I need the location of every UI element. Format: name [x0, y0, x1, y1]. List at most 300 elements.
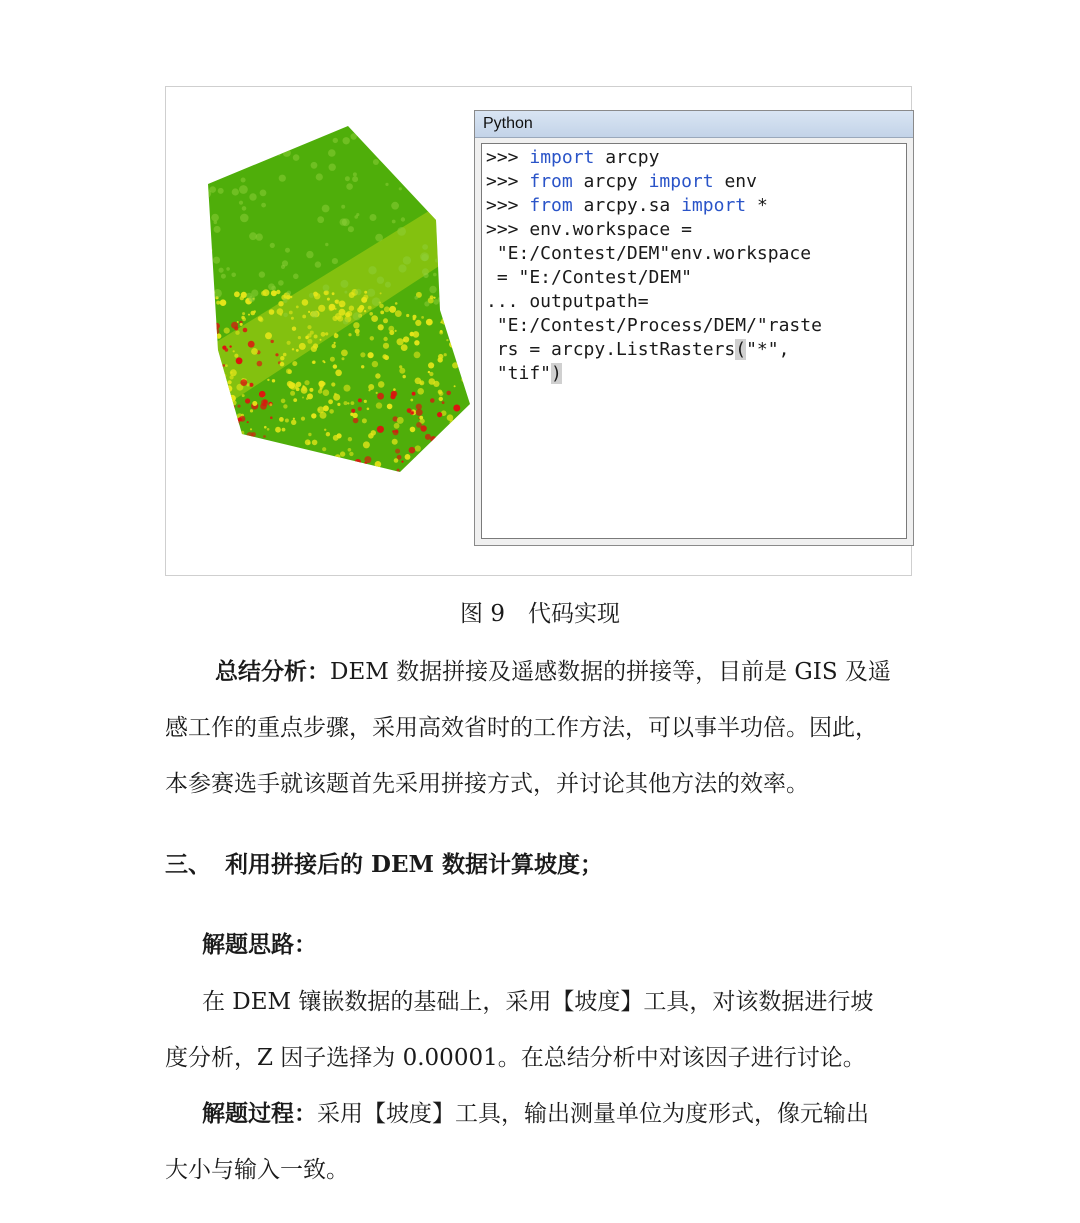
dem-speckle [466, 208, 471, 213]
dem-speckle [281, 399, 286, 404]
dem-speckle [395, 330, 397, 332]
summary-label: 总结分析： [215, 658, 330, 685]
console-line [486, 266, 902, 290]
dem-speckle [234, 291, 240, 297]
dem-speckle [307, 339, 312, 344]
dem-speckle [245, 398, 250, 403]
dem-speckle [333, 364, 337, 368]
dem-speckle [426, 319, 433, 326]
dem-speckle [458, 467, 463, 472]
dem-speckle [332, 292, 335, 295]
dem-speckle [218, 188, 224, 194]
dem-speckle [395, 430, 398, 433]
dem-speckle [351, 401, 355, 405]
dem-speckle [355, 459, 361, 465]
dem-speckle [242, 206, 247, 211]
dem-speckle [283, 353, 287, 357]
dem-speckle [228, 458, 233, 463]
dem-speckle [225, 348, 229, 352]
dem-speckle [452, 460, 458, 466]
dem-speckle [229, 345, 231, 347]
python-window-title: Python [475, 111, 913, 138]
dem-speckle [333, 138, 338, 143]
console-text: >>> [486, 147, 530, 168]
dem-speckle [259, 391, 266, 398]
dem-speckle [271, 340, 274, 343]
dem-speckle [348, 226, 354, 232]
dem-speckle [217, 147, 221, 151]
dem-speckle [293, 274, 299, 280]
dem-speckle [346, 183, 353, 190]
dem-speckle [433, 273, 437, 277]
dem-speckle [204, 246, 212, 254]
dem-speckle [231, 372, 233, 374]
summary-line-1 [165, 644, 920, 700]
dem-speckle [397, 338, 404, 345]
dem-speckle [232, 188, 239, 195]
dem-speckle [312, 440, 318, 446]
dem-speckle [453, 465, 455, 467]
dem-speckle [389, 306, 396, 313]
console-line [486, 338, 902, 362]
process-line-2: 大小与输入一致。 [165, 1157, 349, 1183]
process-line-1 [165, 1086, 920, 1142]
dem-speckle [261, 143, 267, 149]
dem-speckle [440, 435, 443, 438]
dem-speckle [249, 452, 252, 455]
dem-speckle [349, 306, 354, 311]
console-line [486, 290, 902, 314]
dem-speckle [267, 428, 270, 431]
summary-line-2: 感工作的重点步骤，采用高效省时的工作方法，可以事半功倍。因此， [165, 715, 878, 741]
dem-speckle [469, 457, 472, 460]
dem-speckle [275, 143, 282, 150]
dem-speckle [312, 361, 315, 364]
console-text: "*", [746, 339, 790, 360]
dem-speckle [348, 437, 352, 441]
dem-speckle [283, 298, 288, 303]
dem-speckle [318, 381, 324, 387]
dem-speckle [416, 404, 422, 410]
dem-speckle [243, 328, 248, 333]
console-keyword: import [529, 147, 595, 168]
dem-speckle [401, 344, 408, 351]
dem-speckle [271, 290, 277, 296]
console-line [486, 362, 902, 386]
dem-speckle [337, 433, 342, 438]
console-keyword: from [529, 171, 573, 192]
dem-speckle [241, 178, 246, 183]
dem-speckle [200, 292, 204, 298]
dem-speckle [286, 369, 291, 374]
dem-speckle [291, 317, 294, 320]
dem-speckle [376, 402, 382, 408]
console-text: >>> [486, 195, 530, 216]
dem-speckle [249, 459, 255, 465]
dem-speckle [212, 343, 215, 346]
dem-speckle [328, 399, 333, 404]
dem-speckle [328, 149, 336, 157]
dem-speckle [294, 463, 300, 469]
dem-speckle [242, 312, 245, 315]
dem-speckle [287, 291, 292, 296]
dem-speckle [214, 226, 221, 233]
dem-speckle [222, 153, 226, 157]
dem-speckle [250, 409, 253, 412]
dem-speckle [203, 387, 209, 393]
dem-speckle [210, 373, 216, 379]
dem-speckle [369, 312, 373, 316]
dem-speckle [424, 301, 429, 306]
dem-speckle [203, 324, 208, 329]
dem-speckle [445, 222, 451, 228]
dem-speckle [278, 301, 283, 306]
dem-speckle [333, 394, 340, 401]
dem-speckle [200, 396, 202, 399]
dem-speckle [397, 227, 406, 236]
dem-speckle [352, 176, 358, 182]
dem-speckle [200, 414, 203, 417]
dem-speckle [228, 380, 232, 384]
dem-speckle [272, 469, 277, 474]
dem-speckle [413, 317, 416, 320]
dem-speckle [224, 397, 228, 401]
dem-speckle [308, 311, 310, 313]
dem-speckle [462, 318, 466, 322]
dem-speckle [201, 342, 208, 349]
dem-speckle [240, 149, 245, 154]
dem-speckle [372, 361, 378, 367]
dem-speckle [243, 439, 248, 444]
dem-speckle [223, 374, 226, 377]
console-text: rs = arcpy.ListRasters [486, 339, 736, 360]
dem-speckle [223, 364, 226, 367]
dem-speckle [413, 190, 422, 199]
dem-speckle [318, 305, 325, 312]
dem-speckle [335, 370, 342, 377]
dem-speckle [226, 385, 233, 392]
dem-speckle [270, 243, 275, 248]
console-line [486, 242, 902, 266]
dem-speckle [449, 437, 451, 439]
dem-speckle [217, 404, 220, 407]
dem-speckle [224, 463, 227, 466]
dem-speckle [209, 186, 216, 193]
dem-speckle [377, 426, 384, 433]
dem-speckle [291, 420, 296, 425]
dem-speckle [315, 261, 321, 267]
dem-speckle [325, 243, 328, 246]
dem-speckle [364, 291, 367, 294]
dem-speckle [404, 151, 408, 155]
dem-speckle [237, 418, 240, 421]
dem-speckle [447, 169, 455, 177]
dem-speckle [438, 357, 443, 362]
dem-speckle [214, 450, 220, 456]
dem-speckle [332, 344, 336, 348]
dem-speckle [242, 394, 245, 397]
dem-speckle [441, 318, 448, 325]
dem-speckle [210, 349, 214, 353]
dem-speckle [248, 341, 255, 348]
dem-speckle [428, 371, 430, 373]
dem-speckle [425, 130, 430, 135]
dem-speckle [343, 137, 350, 144]
dem-speckle [302, 315, 306, 319]
dem-speckle [287, 341, 291, 345]
dem-speckle [287, 457, 290, 460]
dem-speckle [293, 418, 295, 420]
dem-speckle [375, 234, 383, 242]
dem-speckle [348, 333, 351, 336]
dem-speckle [311, 413, 316, 418]
dem-speckle [451, 448, 457, 454]
dem-speckle [465, 138, 470, 143]
dem-speckle [325, 332, 328, 335]
dem-speckle [406, 314, 409, 317]
dem-speckle [292, 361, 297, 366]
console-text: "tif" [486, 363, 552, 384]
dem-speckle [313, 454, 319, 460]
dem-speckle [302, 299, 309, 306]
console-line [486, 170, 902, 194]
dem-speckle [414, 296, 418, 300]
dem-speckle [447, 234, 455, 242]
dem-speckle [313, 343, 318, 348]
dem-speckle [364, 400, 367, 403]
dem-speckle [277, 308, 284, 315]
dem-speckle [221, 436, 225, 440]
dem-speckle [450, 428, 453, 431]
dem-speckle [439, 391, 444, 396]
dem-speckle [420, 179, 426, 185]
dem-speckle [380, 292, 382, 294]
dem-speckle [251, 432, 256, 437]
python-console[interactable] [481, 143, 907, 539]
dem-speckle [462, 168, 471, 177]
dem-speckle [375, 461, 382, 468]
dem-speckle [309, 293, 314, 298]
dem-speckle [204, 377, 210, 383]
dem-speckle [322, 447, 326, 451]
dem-speckle [261, 462, 265, 466]
dem-speckle [241, 431, 245, 435]
dem-speckle [221, 274, 226, 279]
dem-speckle [420, 382, 422, 384]
dem-speckle [223, 396, 228, 401]
dem-speckle [302, 397, 304, 399]
dem-speckle [232, 457, 238, 463]
dem-speckle [340, 218, 347, 225]
dem-speckle [398, 264, 406, 272]
dem-speckle [292, 128, 299, 135]
dem-speckle [269, 403, 272, 406]
process-paragraph [165, 1086, 920, 1198]
dem-speckle [422, 268, 429, 275]
dem-speckle [254, 467, 260, 473]
dem-speckle [462, 314, 465, 317]
dem-speckle [267, 379, 269, 381]
dem-speckle [228, 418, 235, 425]
dem-speckle [376, 392, 378, 394]
approach-line-1: 在 DEM 镶嵌数据的基础上，采用【坡度】工具，对该数据进行坡 [202, 989, 874, 1015]
dem-speckle [417, 388, 424, 395]
dem-speckle [430, 436, 436, 442]
dem-speckle [461, 469, 467, 474]
dem-speckle [368, 266, 376, 274]
dem-speckle [401, 217, 405, 221]
dem-speckle [331, 382, 335, 386]
dem-speckle [316, 173, 323, 180]
dem-speckle [397, 469, 400, 472]
dem-speckle [248, 444, 251, 447]
dem-speckle [290, 391, 295, 396]
dem-speckle [378, 381, 385, 388]
dem-speckle [207, 267, 211, 271]
console-text: arcpy [594, 147, 660, 168]
dem-speckle [323, 284, 330, 291]
dem-speckle [378, 324, 384, 330]
dem-speckle [340, 280, 348, 288]
dem-speckle [380, 311, 384, 315]
dem-speckle [349, 452, 353, 456]
dem-speckle [361, 365, 364, 368]
dem-speckle [454, 420, 459, 425]
dem-speckle [242, 317, 246, 321]
dem-speckle [399, 187, 402, 190]
dem-speckle [335, 333, 337, 335]
dem-speckle [308, 433, 311, 436]
dem-speckle [446, 391, 451, 396]
dem-speckle [235, 331, 239, 335]
python-window[interactable] [474, 110, 914, 546]
dem-speckle [307, 472, 310, 474]
dem-speckle [421, 316, 424, 319]
dem-speckle [433, 297, 435, 299]
dem-speckle [358, 398, 362, 402]
dem-speckle [318, 408, 320, 410]
dem-speckle [256, 233, 263, 240]
dem-speckle [385, 183, 388, 186]
dem-speckle [371, 315, 378, 322]
console-text: ( [735, 339, 747, 360]
dem-speckle [200, 231, 205, 236]
dem-speckle [269, 309, 275, 315]
dem-speckle [409, 447, 416, 454]
dem-speckle [470, 375, 472, 377]
process-text-1: 采用【坡度】工具，输出测量单位为度形式，像元输出 [317, 1101, 869, 1127]
dem-speckle [416, 409, 423, 416]
dem-speckle [304, 380, 309, 385]
dem-speckle [236, 357, 243, 364]
dem-speckle [334, 342, 336, 344]
dem-speckle [285, 248, 290, 253]
dem-speckle [228, 456, 232, 460]
dem-speckle [459, 436, 463, 440]
dem-speckle [269, 451, 275, 457]
dem-speckle [272, 379, 275, 382]
dem-speckle [200, 290, 206, 299]
dem-speckle [239, 201, 243, 205]
dem-speckle [377, 393, 384, 400]
dem-speckle [438, 296, 444, 302]
approach-title: 解题思路： [202, 931, 317, 958]
dem-speckle [383, 318, 388, 323]
dem-speckle [395, 302, 398, 305]
dem-speckle [203, 346, 208, 351]
dem-speckle [335, 454, 341, 460]
dem-speckle [216, 301, 220, 305]
console-text: arcpy [572, 171, 649, 192]
dem-speckle [364, 310, 366, 312]
dem-speckle [387, 404, 393, 410]
dem-speckle [460, 298, 467, 305]
dem-speckle [435, 259, 439, 263]
dem-speckle [353, 418, 359, 424]
dem-speckle [345, 176, 350, 181]
dem-speckle [200, 427, 204, 431]
summary-line-3: 本参赛选手就该题首先采用拼接方式，并讨论其他方法的效率。 [165, 771, 809, 797]
dem-speckle [207, 463, 213, 469]
console-keyword: import [648, 171, 714, 192]
dem-speckle [454, 385, 456, 387]
dem-speckle [343, 319, 349, 325]
dem-speckle [391, 202, 399, 210]
dem-speckle [359, 305, 364, 310]
dem-speckle [467, 302, 471, 306]
dem-speckle [405, 454, 411, 460]
dem-speckle [233, 350, 235, 352]
dem-speckle [421, 254, 428, 261]
dem-speckle [282, 134, 290, 142]
dem-speckle [450, 420, 456, 426]
dem-speckle [358, 407, 362, 411]
process-label: 解题过程： [202, 1100, 317, 1127]
console-text: >>> env.workspace = [486, 219, 692, 240]
dem-speckle [353, 172, 357, 176]
dem-speckle [442, 401, 445, 404]
dem-speckle [317, 453, 319, 455]
dem-speckle [213, 257, 220, 264]
dem-speckle [206, 437, 211, 442]
dem-speckle [368, 306, 372, 310]
dem-speckle [329, 164, 336, 171]
dem-raster-map [200, 122, 476, 474]
dem-speckle [437, 412, 442, 417]
dem-speckle [372, 466, 379, 473]
dem-speckle [309, 388, 313, 392]
dem-speckle [395, 449, 400, 454]
dem-speckle [320, 388, 323, 391]
dem-speckle [446, 339, 448, 341]
dem-speckle [326, 432, 330, 436]
dem-speckle [220, 451, 222, 453]
dem-speckle [415, 320, 421, 326]
dem-speckle [298, 336, 301, 339]
dem-speckle [234, 354, 238, 358]
section-number: 三、 [165, 851, 211, 878]
dem-speckle [371, 430, 376, 435]
dem-speckle [348, 448, 352, 452]
dem-speckle [219, 268, 224, 273]
dem-speckle [370, 214, 377, 221]
dem-speckle [302, 385, 304, 387]
summary-text-1: DEM 数据拼接及遥感数据的拼接等，目前是 GIS 及遥 [330, 659, 891, 685]
dem-speckle [200, 442, 202, 445]
dem-speckle [313, 452, 318, 457]
dem-speckle [410, 427, 416, 433]
dem-speckle [263, 435, 266, 438]
